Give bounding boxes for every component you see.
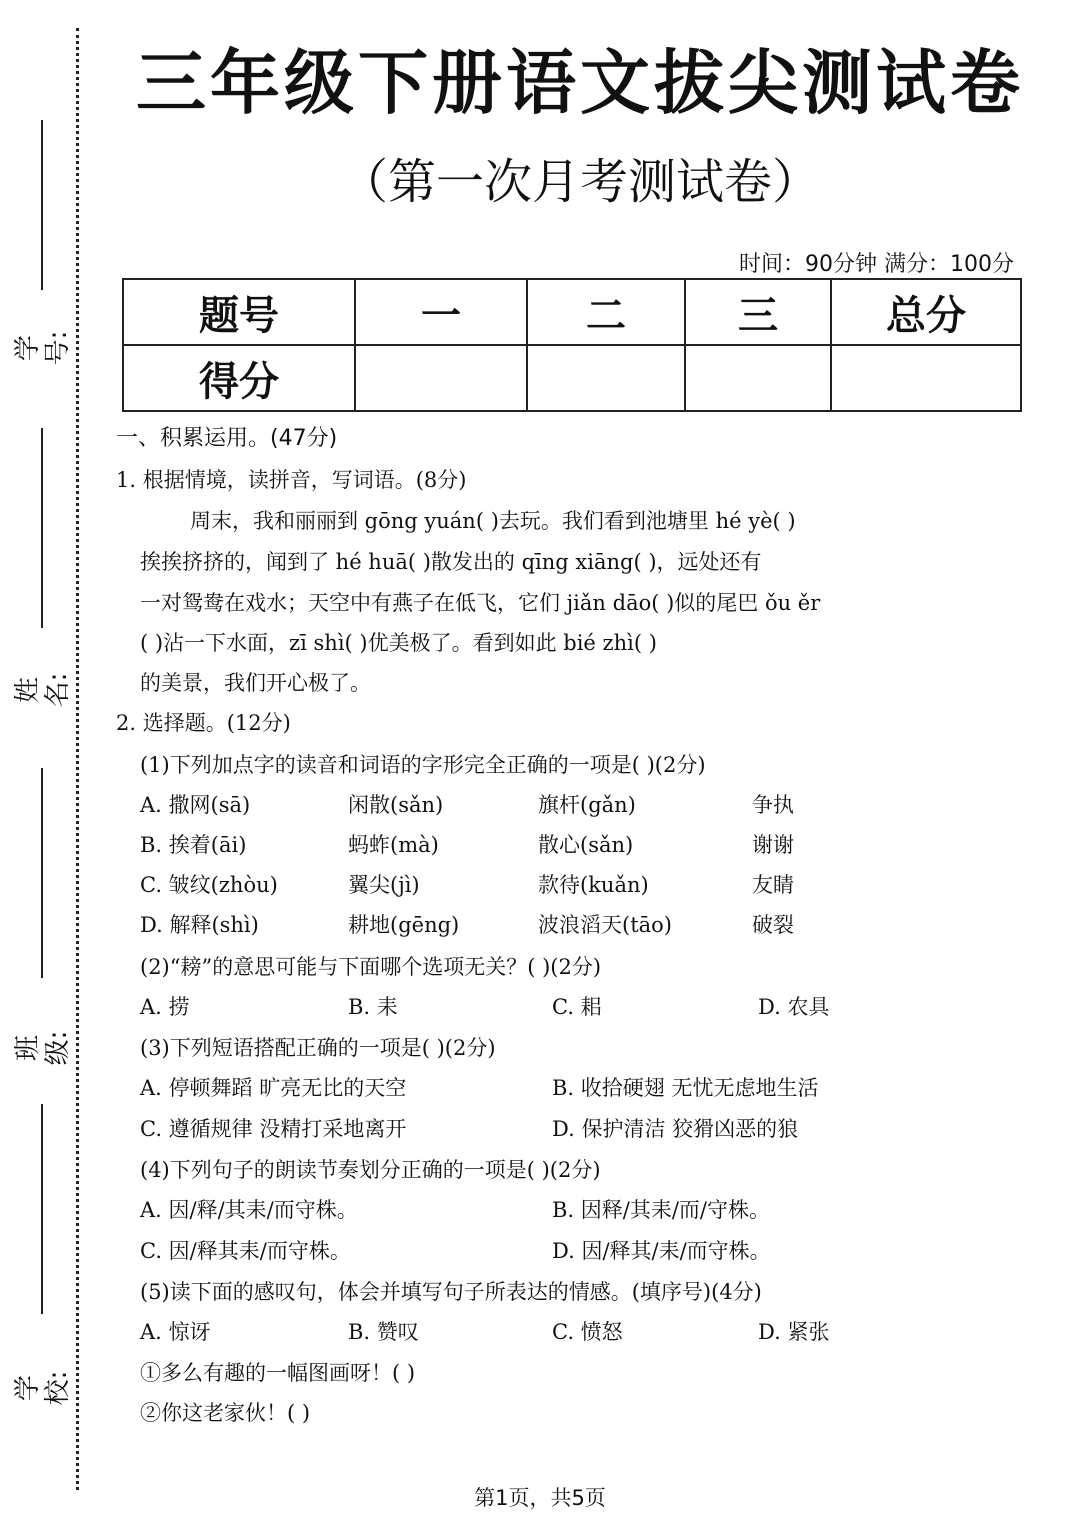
q2-1-option[interactable]: A. 撒网(sā) [140,793,251,817]
q2-5-option[interactable]: A. 惊讶 [140,1320,211,1344]
q2-1-option[interactable]: D. 解释(shì) [140,913,259,937]
class-blank[interactable] [41,768,43,978]
name-label: 姓名: [13,672,73,708]
q1-text-line: ( )沾一下水面，zī shì( )优美极了。看到如此 bié zhì( ) [140,631,657,655]
q2-5-option[interactable]: C. 愤怒 [552,1320,623,1344]
q1-text-line: 一对鸳鸯在戏水；天空中有燕子在低飞，它们 jiǎn dāo( )似的尾巴 ǒu ěr [140,591,821,615]
q2-3-option[interactable]: A. 停顿舞蹈 旷亮无比的天空 [140,1076,407,1100]
time-info: 时间：90分钟 满分：100分 [739,252,1014,277]
q2-2-option[interactable]: D. 农具 [758,995,830,1019]
school-blank[interactable] [41,1104,43,1314]
q2-4-option[interactable]: C. 因/释其耒/而守株。 [140,1239,351,1263]
q2-2-option[interactable]: A. 捞 [140,995,190,1019]
score-row-label: 得分 [123,345,355,411]
student-id-blank[interactable] [41,120,43,290]
q2-1-word: 争执 [752,793,794,817]
q1-text-line: 挨挨挤挤的，闻到了 hé huā( )散发出的 qīng xiāng( )，远处还有 [140,550,762,574]
q2-2-stem: (2)“耪”的意思可能与下面哪个选项无关？( )(2分) [140,955,602,979]
q2-3-option[interactable]: D. 保护清洁 狡猾凶恶的狼 [552,1117,799,1141]
q2-4-stem: (4)下列句子的朗读节奏划分正确的一项是( )(2分) [140,1158,601,1182]
q2-3-option[interactable]: B. 收拾硬翅 无忧无虑地生活 [552,1076,819,1100]
question-2-title: 2. 选择题。(12分) [116,711,291,735]
school-label: 学校: [13,1370,73,1406]
question-1-title: 1. 根据情境，读拼音，写词语。(8分) [116,468,467,492]
q2-1-word: 翼尖(jì) [348,873,420,897]
score-header-cell: 二 [527,279,685,345]
q2-1-stem: (1)下列加点字的读音和词语的字形完全正确的一项是( )(2分) [140,753,706,777]
q2-5-stem: (5)读下面的感叹句，体会并填写句子所表达的情感。(填序号)(4分) [140,1280,762,1304]
page-title: 三年级下册语文拔尖测试卷 [136,42,1024,124]
q2-1-word: 闲散(sǎn) [348,793,444,817]
student-id-label: 学号: [13,330,73,366]
q2-1-word: 波浪滔天(tāo) [538,913,672,937]
page-footer: 第1页，共5页 [474,1486,606,1510]
score-table-score-row [123,345,1021,411]
q2-4-option[interactable]: B. 因释/其耒/而/守株。 [552,1198,771,1222]
q2-3-option[interactable]: C. 遵循规律 没精打采地离开 [140,1117,407,1141]
name-blank[interactable] [41,428,43,628]
binding-dotted-line [76,28,79,1490]
q2-2-option[interactable]: C. 耜 [552,995,602,1019]
score-cell[interactable] [685,345,831,411]
q2-1-word: 谢谢 [752,833,794,857]
q2-1-word: 耕地(gēng) [348,913,460,937]
q2-1-word: 散心(sǎn) [538,833,634,857]
score-header-cell: 题号 [123,279,355,345]
score-header-cell: 一 [355,279,527,345]
score-header-cell: 总分 [831,279,1021,345]
q2-4-option[interactable]: D. 因/释其/耒/而守株。 [552,1239,771,1263]
q2-5-option[interactable]: D. 紧张 [758,1320,830,1344]
q2-1-word: 蚂蚱(mà) [348,833,439,857]
score-table [122,278,1022,412]
score-cell[interactable] [355,345,527,411]
q2-1-option[interactable]: C. 皱纹(zhòu) [140,873,278,897]
score-table-header-row [123,279,1021,345]
q2-4-option[interactable]: A. 因/释/其耒/而守株。 [140,1198,358,1222]
q1-text-line: 的美景，我们开心极了。 [140,671,371,695]
q2-1-word: 款待(kuǎn) [538,873,649,897]
q2-1-word: 旗杆(gǎn) [538,793,636,817]
q2-5-option[interactable]: B. 赞叹 [348,1320,419,1344]
q2-1-word: 友睛 [752,873,794,897]
score-cell[interactable] [831,345,1021,411]
q2-2-option[interactable]: B. 耒 [348,995,398,1019]
q2-1-option[interactable]: B. 挨着(āi) [140,833,247,857]
score-cell[interactable] [527,345,685,411]
q2-1-word: 破裂 [752,913,794,937]
q1-text-line: 周末，我和丽丽到 gōng yuán( )去玩。我们看到池塘里 hé yè( ) [190,509,796,533]
q2-5-item: ②你这老家伙！( ) [140,1401,311,1425]
q2-3-stem: (3)下列短语搭配正确的一项是( )(2分) [140,1036,496,1060]
score-header-cell: 三 [685,279,831,345]
section-heading: 一、积累运用。(47分) [116,426,338,451]
page-subtitle: （第一次月考测试卷） [339,154,820,210]
class-label: 班级: [13,1030,73,1066]
q2-5-item: ①多么有趣的一幅图画呀！( ) [140,1361,416,1385]
